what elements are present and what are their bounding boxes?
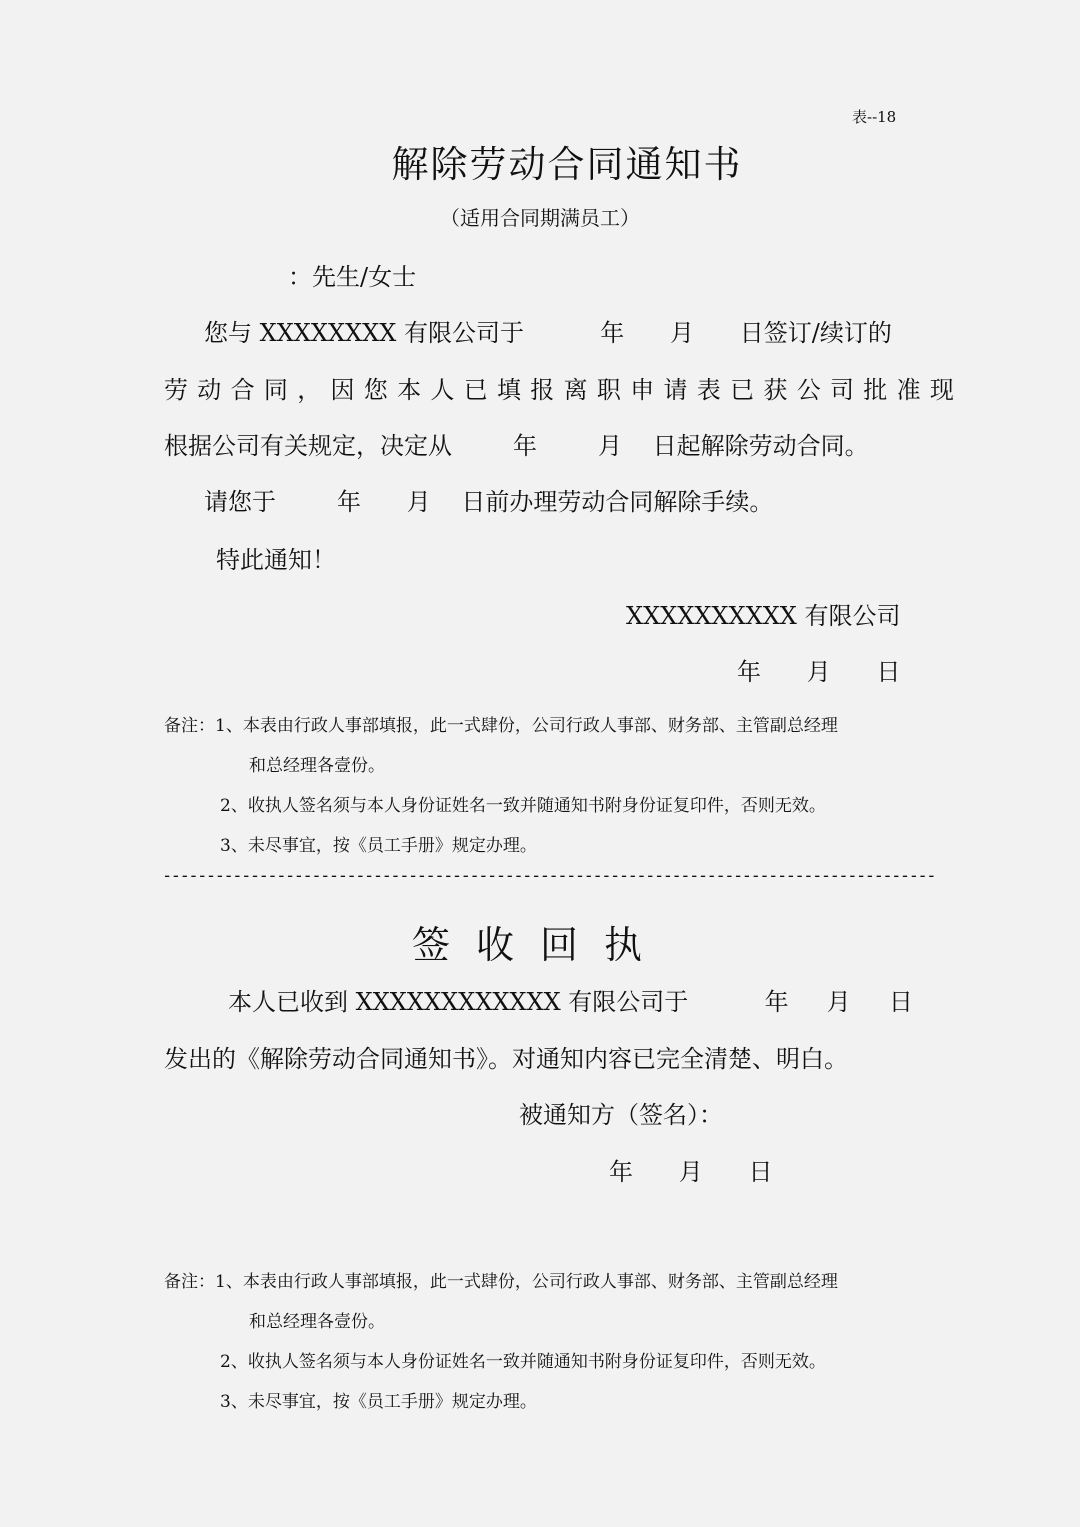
form-number: 表--18 xyxy=(852,108,897,126)
note-top-1-cont: 和总经理各壹份。 xyxy=(249,756,385,776)
cut-line-divider: ---------------------------------------------------------------------------------------- xyxy=(162,866,936,886)
body-line-2: 劳动合同，因您本人已填报离职申请表已获公司批准现 xyxy=(164,376,964,404)
receipt-signer: 被通知方（签名）： xyxy=(519,1101,723,1129)
body-line-3: 根据公司有关规定，决定从 年 月 日起解除劳动合同。 xyxy=(164,432,869,460)
receipt-line-1: 本人已收到 XXXXXXXXXXXX 有限公司于 年 月 日 xyxy=(228,988,913,1016)
receipt-date: 年 月 日 xyxy=(609,1158,773,1186)
signature-date: 年 月 日 xyxy=(737,658,901,686)
document-title: 解除劳动合同通知书 xyxy=(391,143,743,186)
note-top-1: 备注：1、本表由行政人事部填报，此一式肆份，公司行政人事部、财务部、主管副总经理 xyxy=(164,716,838,736)
note-bottom-2: 2、收执人签名须与本人身份证姓名一致并随通知书附身份证复印件，否则无效。 xyxy=(220,1352,826,1372)
receipt-line-2: 发出的《解除劳动合同通知书》。对通知内容已完全清楚、明白。 xyxy=(164,1045,848,1073)
body-line-5: 特此通知！ xyxy=(216,546,336,574)
note-bottom-1: 备注：1、本表由行政人事部填报，此一式肆份，公司行政人事部、财务部、主管副总经理 xyxy=(164,1272,838,1292)
note-bottom-3: 3、未尽事宜，按《员工手册》规定办理。 xyxy=(220,1392,537,1412)
body-line-1: 您与 XXXXXXXX 有限公司于 年 月 日签订/续订的 xyxy=(204,319,892,347)
note-top-2: 2、收执人签名须与本人身份证姓名一致并随通知书附身份证复印件，否则无效。 xyxy=(220,796,826,816)
salutation: ：先生/女士 xyxy=(288,263,417,291)
note-bottom-1-cont: 和总经理各壹份。 xyxy=(249,1312,385,1332)
note-top-3: 3、未尽事宜，按《员工手册》规定办理。 xyxy=(220,836,537,856)
document-subtitle: （适用合同期满员工） xyxy=(440,206,640,230)
receipt-title: 签收回执 xyxy=(411,923,668,967)
body-line-4: 请您于 年 月 日前办理劳动合同解除手续。 xyxy=(204,488,774,516)
company-signature: XXXXXXXXXX 有限公司 xyxy=(626,602,901,630)
